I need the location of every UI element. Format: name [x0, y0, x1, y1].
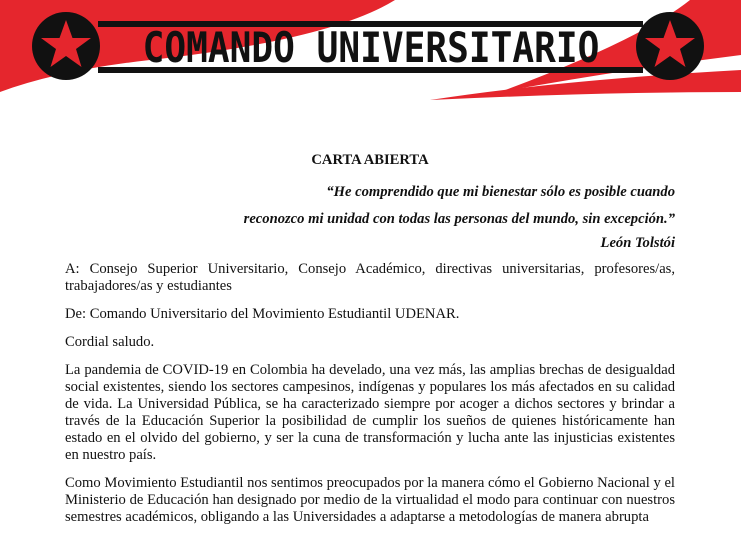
- epigraph-line-1: “He comprendido que mi bienestar sólo es posible cuando: [326, 184, 675, 200]
- addressee: A: Consejo Superior Universitario, Consejo Académico, directivas universitarias, profesores/as, trabajadores/as y estudiantes: [65, 261, 675, 294]
- paragraph-2: Como Movimiento Estudiantil nos sentimos preocupados por la manera cómo el Gobierno Nacional y el Ministerio de Educación han designado por medio de la virtualidad el modo para continuar con nuestros semestres académicos, obligando a las Universidades a adaptarse a metodologías de manera abrupta: [65, 475, 675, 525]
- epigraph-author: León Tolstói: [600, 235, 675, 251]
- sender: De: Comando Universitario del Movimiento Estudiantil UDENAR.: [65, 306, 460, 322]
- letter-body: [65, 148, 675, 537]
- red-star-icon: [32, 12, 100, 80]
- banner-title: COMANDO UNIVERSITARIO: [142, 22, 600, 72]
- paragraph-1: La pandemia de COVID-19 en Colombia ha develado, una vez más, las amplias brechas de desigualdad social existentes, siendo los sectores campesinos, indígenas y populares los más afectados en su calidad de vida. La Universidad Pública, se ha caracterizado siempre por acoger a dichos sectores y brindar a través de la Educación Superior la posibilidad de cumplir los sueños de quienes históricamente han estado en el olvido del gobierno, y ser la cuna de transformación y lucha ante las injusticias existentes en nuestro país.: [65, 362, 675, 463]
- epigraph-line-2: reconozco mi unidad con todas las personas del mundo, sin excepción.”: [243, 211, 675, 227]
- letter-title: CARTA ABIERTA: [311, 152, 429, 168]
- letterhead: [0, 0, 741, 100]
- red-star-icon: [636, 12, 704, 80]
- greeting: Cordial saludo.: [65, 334, 155, 350]
